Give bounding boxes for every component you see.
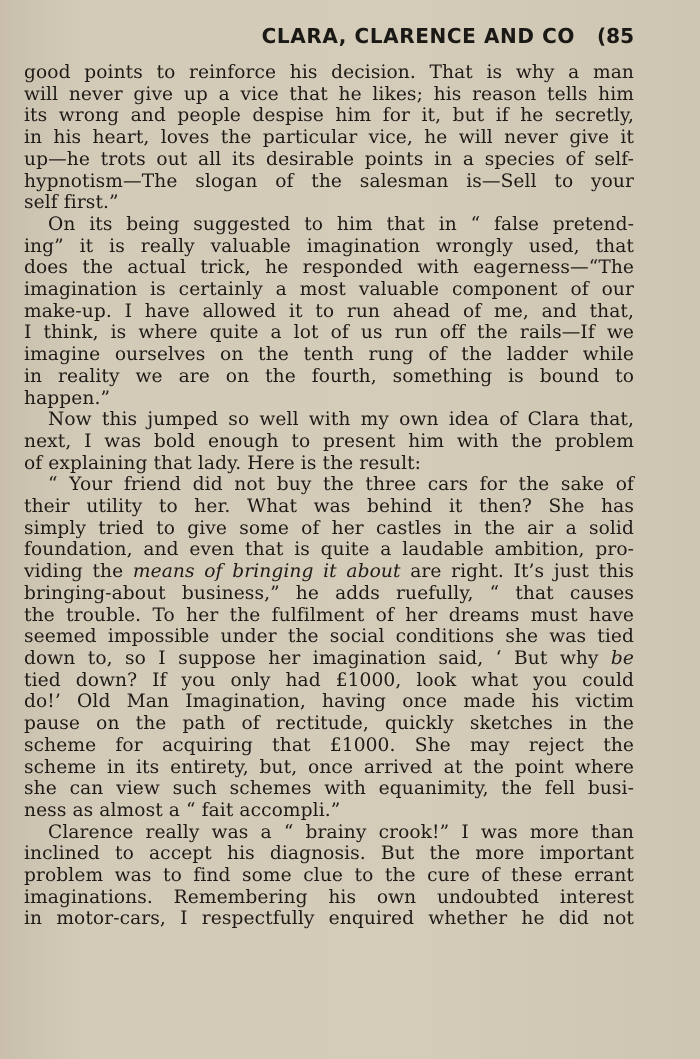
text-line: in motor-cars, I respectfully enquired whether he did not <box>24 908 634 930</box>
text-line: in reality we are on the fourth, something is bound to <box>24 365 634 387</box>
text-line: bringing-about business,” he adds ruefully, “ that causes <box>24 582 634 604</box>
text-line: happen.” <box>24 387 111 409</box>
text-line: ness as almost a “ fait accompli.” <box>24 799 341 821</box>
text-line: inclined to accept his diagnosis. But the more important <box>24 843 634 865</box>
text-line: “ Your friend did not buy the three cars for the sake of <box>48 474 634 496</box>
page-header <box>20 24 634 48</box>
running-title: CLARA, CLARENCE AND CO <box>261 24 576 48</box>
text-line: problem was to find some clue to the cure of these errant <box>24 865 634 887</box>
text-line: she can view such schemes with equanimity, the fell busi- <box>24 778 634 800</box>
text-line: foundation, and even that is quite a laudable ambition, pro- <box>24 539 634 561</box>
text-line: in his heart, loves the particular vice, he will never give it <box>24 127 634 149</box>
text-line: scheme for acquiring that £1000. She may reject the <box>24 734 634 756</box>
text-line: do!’ Old Man Imagination, having once made his victim <box>24 691 634 713</box>
text-line: next, I was bold enough to present him with the problem <box>24 430 634 452</box>
text-segment: down to, so I suppose her imagination said, ‘ But why <box>24 647 611 669</box>
text-line: its wrong and people despise him for it, but if he secretly, <box>24 105 634 127</box>
text-line <box>24 648 634 670</box>
page-number: (85 <box>597 24 634 48</box>
text-line: tied down? If you only had £1000, look what you could <box>24 669 634 691</box>
text-line: self first.” <box>24 192 119 214</box>
text-line: seemed impossible under the social conditions she was tied <box>24 626 634 648</box>
text-line: good points to reinforce his decision. That is why a man <box>24 62 634 83</box>
text-line: simply tried to give some of her castles in the air a solid <box>24 517 634 539</box>
text-segment: are right. It’s just this <box>400 561 634 583</box>
italic-word: be <box>610 647 634 669</box>
text-line: make-up. I have allowed it to run ahead of me, and that, <box>24 300 634 322</box>
text-line <box>24 561 634 583</box>
text-line: I think, is where quite a lot of us run off the rails—If we <box>24 322 634 344</box>
italic-phrase: means of bringing it about <box>132 561 401 583</box>
text-segment: viding the <box>24 561 133 583</box>
text-line: ing” it is really valuable imagination wrongly used, that <box>24 235 634 257</box>
text-line: On its being suggested to him that in “ false pretend- <box>48 213 634 235</box>
text-line: Now this jumped so well with my own idea of Clara that, <box>48 409 634 431</box>
text-line: does the actual trick, he responded with eagerness—“The <box>24 257 634 279</box>
text-line: imagination is certainly a most valuable component of our <box>24 279 634 301</box>
text-line: pause on the path of rectitude, quickly sketches in the <box>24 713 634 735</box>
text-line: hypnotism—The slogan of the salesman is—Sell to your <box>24 170 634 192</box>
text-line: imagine ourselves on the tenth rung of the ladder while <box>24 344 634 366</box>
text-line: up—he trots out all its desirable points in a species of self- <box>24 148 634 170</box>
text-line: will never give up a vice that he likes; his reason tells him <box>24 83 634 105</box>
text-line: their utility to her. What was behind it then? She has <box>24 496 634 518</box>
text-line: of explaining that lady. Here is the result: <box>24 452 422 474</box>
text-line: Clarence really was a “ brainy crook!” I was more than <box>48 821 634 843</box>
text-line: scheme in its entirety, but, once arrived at the point where <box>24 756 634 778</box>
text-line: imaginations. Remembering his own undoubted interest <box>24 886 634 908</box>
body-text <box>24 62 634 930</box>
text-line: the trouble. To her the fulfilment of her dreams must have <box>24 604 634 626</box>
